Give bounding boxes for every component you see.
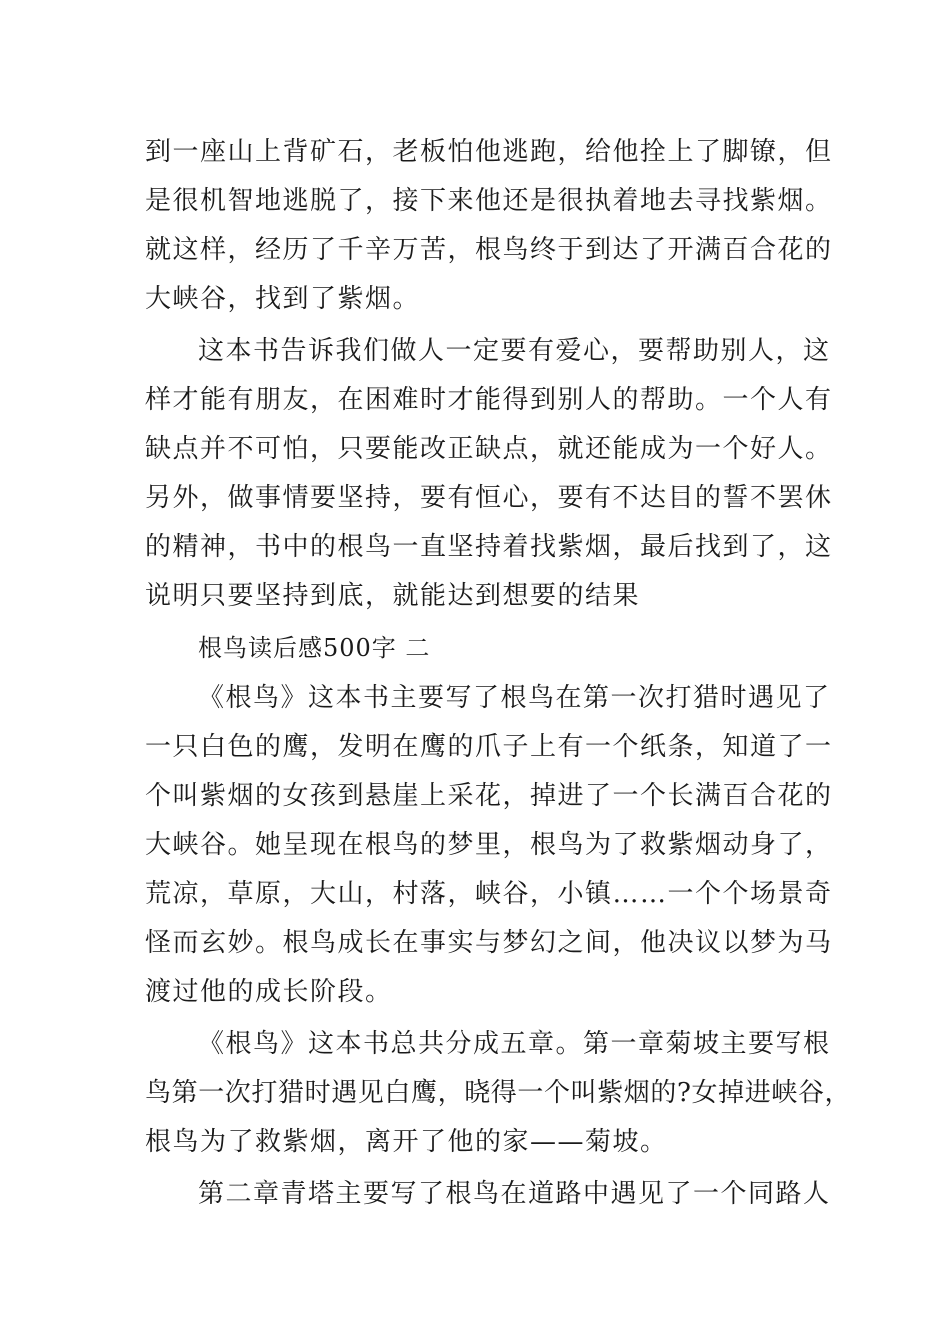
paragraph-line: 到一座山上背矿石，老板怕他逃跑，给他拴上了脚镣，但: [145, 137, 833, 167]
paragraph-line: 《根鸟》这本书总共分成五章。第一章菊坡主要写根: [198, 1029, 831, 1059]
paragraph-line: 是很机智地逃脱了，接下来他还是很执着地去寻找紫烟。: [145, 186, 833, 216]
paragraph-line: 另外，做事情要坚持，要有恒心，要有不达目的誓不罢休: [145, 483, 833, 513]
paragraph-line: 大峡谷，找到了紫烟。: [145, 284, 421, 314]
paragraph-line: 渡过他的成长阶段。: [145, 977, 393, 1007]
paragraph-line: 缺点并不可怕，只要能改正缺点，就还能成为一个好人。: [145, 434, 833, 464]
paragraph-line: 说明只要坚持到底，就能达到想要的结果: [145, 581, 641, 611]
paragraph-line: 根鸟为了救紫烟，离开了他的家——菊坡。: [145, 1127, 668, 1157]
paragraph-line: 样才能有朋友，在困难时才能得到别人的帮助。一个人有: [145, 385, 833, 415]
section-heading: 根鸟读后感500字 二: [198, 634, 431, 662]
paragraph-line: 怪而玄妙。根鸟成长在事实与梦幻之间，他决议以梦为马: [145, 928, 833, 958]
paragraph-line: 大峡谷。她呈现在根鸟的梦里，根鸟为了救紫烟动身了，: [145, 830, 833, 860]
paragraph-line: 第二章青塔主要写了根鸟在道路中遇见了一个同路人: [198, 1179, 831, 1209]
paragraph-line: 就这样，经历了千辛万苦，根鸟终于到达了开满百合花的: [145, 235, 833, 265]
paragraph-line: 一只白色的鹰，发明在鹰的爪子上有一个纸条，知道了一: [145, 732, 833, 762]
paragraph-line: 鸟第一次打猎时遇见白鹰，晓得一个叫紫烟的?女掉进峡谷，: [145, 1078, 852, 1108]
paragraph-line: 这本书告诉我们做人一定要有爱心，要帮助别人，这: [198, 336, 831, 366]
paragraph-line: 的精神，书中的根鸟一直坚持着找紫烟，最后找到了，这: [145, 532, 833, 562]
paragraph-line: 《根鸟》这本书主要写了根鸟在第一次打猎时遇见了: [198, 683, 831, 713]
paragraph-line: 个叫紫烟的女孩到悬崖上采花，掉进了一个长满百合花的: [145, 781, 833, 811]
paragraph-line: 荒凉，草原，大山，村落，峡谷，小镇……一个个场景奇: [145, 879, 833, 909]
